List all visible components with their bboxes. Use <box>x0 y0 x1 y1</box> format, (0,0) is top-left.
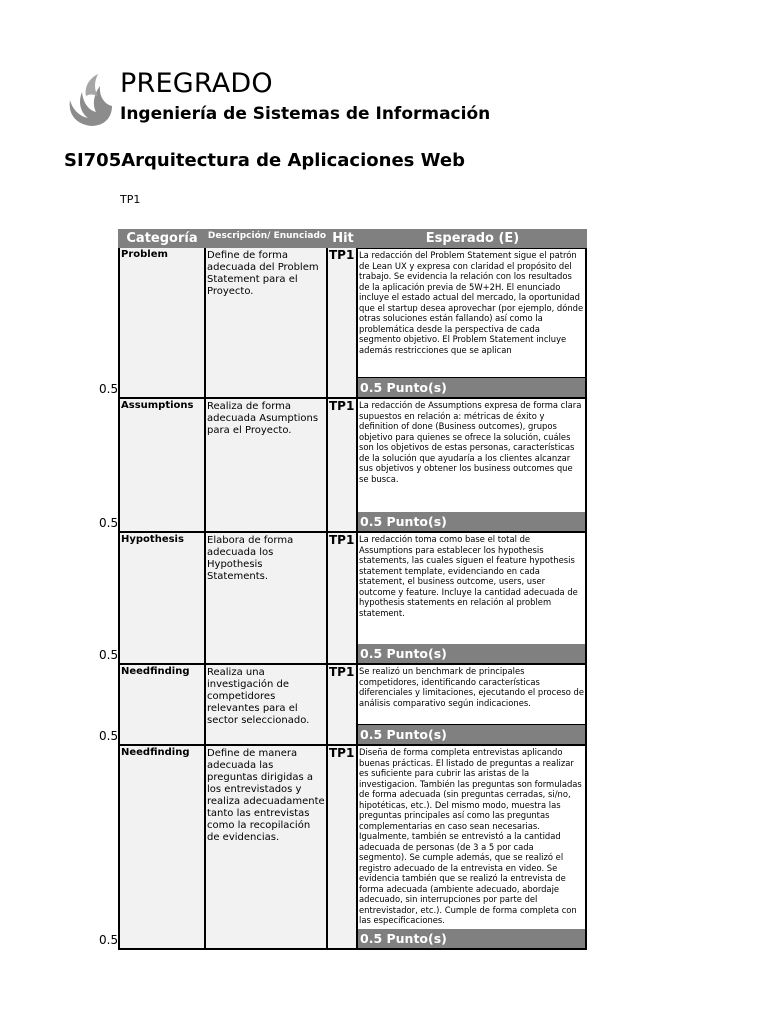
puntos-bar: 0.5 Punto(s) <box>358 725 585 744</box>
row-score: 0.5 <box>99 933 119 947</box>
table-header <box>118 229 587 248</box>
row-esperado <box>358 665 587 744</box>
row-categoria: Hypothesis <box>118 533 206 663</box>
row-esperado <box>358 533 587 663</box>
esperado-text: La redacción del Problem Statement sigue el patrón de Lean UX y expresa con claridad el propósito del trabajo. Se evidencia la relación con los resultados de la aplicación previa de 5W+2H. El enunciado incluye el estado actual del mercado, la oportunidad que el startup desea aprovechar (por ejemplo, dónde otras soluciones están fallando) así como la problemática desde la perspectiva de cada segmento objetivo. El Problem Statement incluye además restricciones que se aplican <box>358 248 585 378</box>
puntos-bar: 0.5 Punto(s) <box>358 378 585 397</box>
row-esperado <box>358 746 587 948</box>
rubric-table <box>99 229 587 950</box>
esperado-text: La redacción de Assumptions expresa de forma clara supuestos en relación a: métricas de éxito y definition of done (Business outcomes), grupos objetivo para quienes se ofrece la solución, cuáles son los objetivos de estas personas, características de la solución que ayudaría a los clientes alcanzar sus objetivos y obtener los business outcomes que se busca. <box>358 399 585 487</box>
row-esperado <box>358 248 587 397</box>
row-hit: TP1 <box>328 248 358 397</box>
university-logo-icon <box>66 72 116 128</box>
page-title: PREGRADO <box>120 68 273 99</box>
row-categoria: Assumptions <box>118 399 206 531</box>
table-row <box>99 399 587 533</box>
row-categoria: Problem <box>118 248 206 397</box>
table-row <box>99 746 587 950</box>
row-descripcion: Realiza de forma adecuada Asumptions para el Proyecto. <box>206 399 328 531</box>
row-score: 0.5 <box>99 729 119 743</box>
row-hit: TP1 <box>328 665 358 744</box>
row-hit: TP1 <box>328 746 358 948</box>
row-hit: TP1 <box>328 533 358 663</box>
esperado-text: Se realizó un benchmark de principales competidores, identificando características diferenciales y limitaciones, ejecutando el proceso de análisis comparativo según indicaciones. <box>358 665 585 725</box>
header-esperado: Esperado (E) <box>425 231 520 246</box>
header-hit: Hit <box>332 231 354 246</box>
row-descripcion: Elabora de forma adecuada los Hypothesis Statements. <box>206 533 328 663</box>
row-descripcion: Define de forma adecuada del Problem Statement para el Proyecto. <box>206 248 328 397</box>
course-title: SI705Arquitectura de Aplicaciones Web <box>64 150 465 171</box>
row-score: 0.5 <box>99 382 119 396</box>
header-descripcion: Descripción/ Enunciado <box>207 231 327 241</box>
row-descripcion: Realiza una investigación de competidores relevantes para el sector seleccionado. <box>206 665 328 744</box>
puntos-bar: 0.5 Punto(s) <box>358 929 585 948</box>
puntos-bar: 0.5 Punto(s) <box>358 512 585 531</box>
table-row <box>99 248 587 399</box>
row-score: 0.5 <box>99 516 119 530</box>
esperado-text: La redacción toma como base el total de Assumptions para establecer los hypothesis statements, las cuales siguen el feature hypothesis statement template, evidenciando en cada statement, el business outcome, users, user outcome y feature. Incluye la cantidad adecuada de hypothesis statements en relación al problem statement. <box>358 533 585 623</box>
row-descripcion: Define de manera adecuada las preguntas dirigidas a los entrevistados y realiza adecuadamente tanto las entrevistas como la recopilación de evidencias. <box>206 746 328 948</box>
row-score: 0.5 <box>99 648 119 662</box>
row-esperado <box>358 399 587 531</box>
table-row <box>99 665 587 746</box>
row-categoria: Needfinding <box>118 665 206 744</box>
row-categoria: Needfinding <box>118 746 206 948</box>
program-subtitle: Ingeniería de Sistemas de Información <box>120 104 491 124</box>
puntos-bar: 0.5 Punto(s) <box>358 644 585 663</box>
row-hit: TP1 <box>328 399 358 531</box>
table-row <box>99 533 587 665</box>
header-categoria: Categoría <box>126 231 198 246</box>
tp-label: TP1 <box>120 193 141 206</box>
esperado-text: Diseña de forma completa entrevistas aplicando buenas prácticas. El listado de preguntas a realizar es suficiente para cubrir las aristas de la investigacion. También las preguntas son formuladas de forma adecuada (sin preguntas cerradas, si/no, hipotéticas, etc.). Del mismo modo, muestra las preguntas principales así como las preguntas complementarias en caso sean necesarias. Igualmente, también se entrevistó a la cantidad adecuada de personas (de 3 a 5 por cada segmento). Se cumple además, que se realizó el registro adecuado de la entrevista en video. Se evidencia también que se realizó la entrevista de forma adecuada (ambiente adecuado, abordaje adecuado, sin interrupciones por parte del entrevistador, etc.). Cumple de forma completa con las especificaciones. <box>358 746 585 929</box>
